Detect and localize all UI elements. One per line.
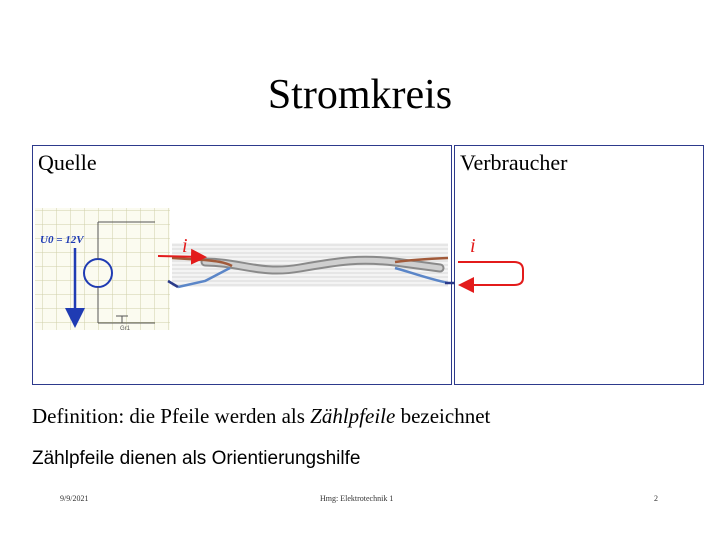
- page-number: 2: [654, 494, 658, 503]
- slide-title: Stromkreis: [267, 72, 453, 118]
- cable-photo: [168, 243, 455, 287]
- current-arrow-left: [158, 256, 203, 257]
- load-label: Verbraucher: [460, 150, 568, 175]
- current-arrow-right: [458, 262, 523, 285]
- source-label: Quelle: [38, 150, 97, 175]
- schematic-grid: [35, 208, 170, 330]
- definition-prefix: Definition: die Pfeile werden als: [32, 404, 311, 428]
- definition-text: [32, 403, 490, 429]
- current-symbol-left: i: [182, 235, 188, 257]
- source-voltage-label: U0 = 12V: [40, 234, 84, 246]
- definition-suffix: bezeichnet: [395, 404, 491, 428]
- source-schematic: [35, 208, 170, 332]
- definition-emphasis: Zählpfeile: [310, 404, 396, 428]
- footer-date: 9/9/2021: [60, 494, 89, 503]
- current-symbol-right: i: [470, 235, 476, 257]
- footer-center: Hmg: Elektrotechnik 1: [320, 494, 394, 503]
- orientation-text: Zählpfeile dienen als Orientierungshilfe: [32, 448, 361, 469]
- ground-label: Gr1: [120, 326, 131, 332]
